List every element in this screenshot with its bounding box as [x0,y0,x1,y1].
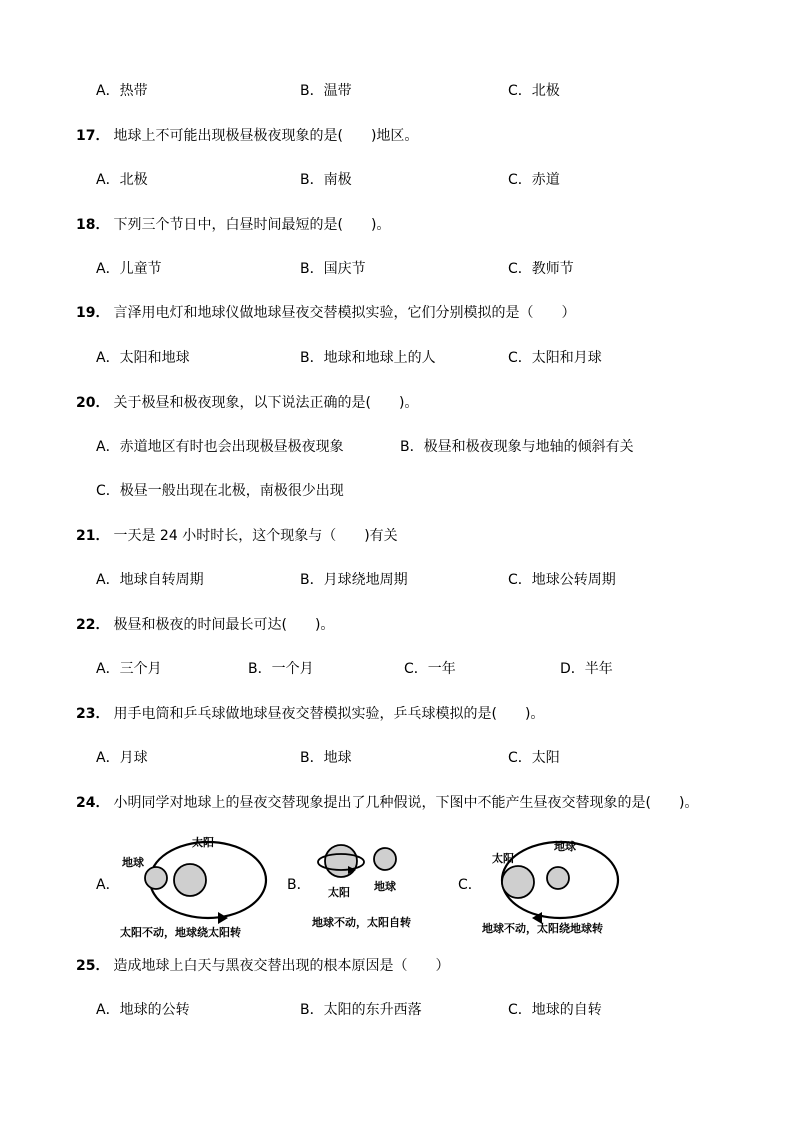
q22-option-c[interactable]: C．一年 [404,661,456,677]
q24-option-b[interactable]: B． [287,877,311,893]
question-number: 19． [76,305,110,321]
question-22 [76,615,334,635]
q25-option-c[interactable]: C．地球的自转 [508,1002,602,1018]
q16-option-a[interactable]: A．热带 [96,83,148,99]
q23-option-a[interactable]: A．月球 [96,750,148,766]
question-24 [76,793,698,813]
q18-option-c[interactable]: C．教师节 [508,261,574,277]
q18-option-a[interactable]: A．儿童节 [96,261,162,277]
question-text: 一天是 24 小时时长，这个现象与（ )有关 [113,528,398,544]
question-text: 极昼和极夜的时间最长可达( )。 [113,617,335,633]
q23-option-c[interactable]: C．太阳 [508,750,560,766]
sun-label: 太阳 [328,886,350,899]
q25-option-b[interactable]: B．太阳的东升西落 [300,1002,422,1018]
question-number: 17． [76,128,110,144]
q17-option-c[interactable]: C．赤道 [508,172,560,188]
earth-circle [374,848,396,870]
figure-c [478,832,638,940]
q24-option-a[interactable]: A． [96,877,120,893]
question-text: 地球上不可能出现极昼极夜现象的是( )地区。 [113,128,419,144]
earth-label: 地球 [554,840,576,853]
question-text: 言泽用电灯和地球仪做地球昼夜交替模拟实验，它们分别模拟的是（ ） [113,305,576,321]
earth-circle [547,867,569,889]
sun-circle [174,864,206,896]
q21-option-c[interactable]: C．地球公转周期 [508,572,616,588]
q25-option-a[interactable]: A．地球的公转 [96,1002,190,1018]
figure-caption: 地球不动，太阳绕地球转 [482,922,603,935]
figure-caption: 地球不动，太阳自转 [312,916,411,929]
earth-circle [145,867,167,889]
q19-option-b[interactable]: B．地球和地球上的人 [300,350,436,366]
q20-option-a[interactable]: A．赤道地区有时也会出现极昼极夜现象 [96,439,344,455]
question-number: 22． [76,617,110,633]
question-text: 关于极昼和极夜现象，以下说法正确的是( )。 [113,395,419,411]
q19-option-a[interactable]: A．太阳和地球 [96,350,190,366]
sun-circle [325,845,357,877]
q22-option-a[interactable]: A．三个月 [96,661,162,677]
question-number: 24． [76,795,110,811]
question-19 [76,303,575,323]
question-20 [76,393,418,413]
sun-circle [502,866,534,898]
q21-option-b[interactable]: B．月球绕地周期 [300,572,408,588]
question-number: 25． [76,958,110,974]
q18-option-b[interactable]: B．国庆节 [300,261,366,277]
q20-option-b[interactable]: B．极昼和极夜现象与地轴的倾斜有关 [400,439,634,455]
question-text: 造成地球上白天与黑夜交替出现的根本原因是（ ） [113,958,450,974]
q21-option-a[interactable]: A．地球自转周期 [96,572,204,588]
earth-label: 地球 [374,880,396,893]
figure-caption: 太阳不动，地球绕太阳转 [120,926,241,939]
question-number: 18． [76,217,110,233]
q16-option-c[interactable]: C．北极 [508,83,560,99]
q17-option-b[interactable]: B．南极 [300,172,352,188]
figure-a [118,832,288,940]
sun-label: 太阳 [492,852,514,865]
q22-option-b[interactable]: B．一个月 [248,661,314,677]
earth-label: 地球 [122,856,144,869]
q24-option-c[interactable]: C． [458,877,482,893]
q19-option-c[interactable]: C．太阳和月球 [508,350,602,366]
question-text: 小明同学对地球上的昼夜交替现象提出了几种假说，下图中不能产生昼夜交替现象的是( )。 [113,795,699,811]
question-text: 用手电筒和乒乓球做地球昼夜交替模拟实验，乒乓球模拟的是( )。 [113,706,545,722]
q20-option-c[interactable]: C．极昼一般出现在北极，南极很少出现 [96,483,344,499]
question-18 [76,215,390,235]
question-21 [76,526,398,546]
question-number: 20． [76,395,110,411]
q22-option-d[interactable]: D．半年 [560,661,613,677]
question-25 [76,956,449,976]
q23-option-b[interactable]: B．地球 [300,750,352,766]
question-number: 21． [76,528,110,544]
question-number: 23． [76,706,110,722]
question-text: 下列三个节日中，白昼时间最短的是( )。 [113,217,391,233]
q16-option-b[interactable]: B．温带 [300,83,352,99]
sun-label: 太阳 [192,836,214,849]
q17-option-a[interactable]: A．北极 [96,172,148,188]
figure-b [308,840,438,936]
arrow-icon [218,912,228,924]
question-17 [76,126,418,146]
question-23 [76,704,544,724]
